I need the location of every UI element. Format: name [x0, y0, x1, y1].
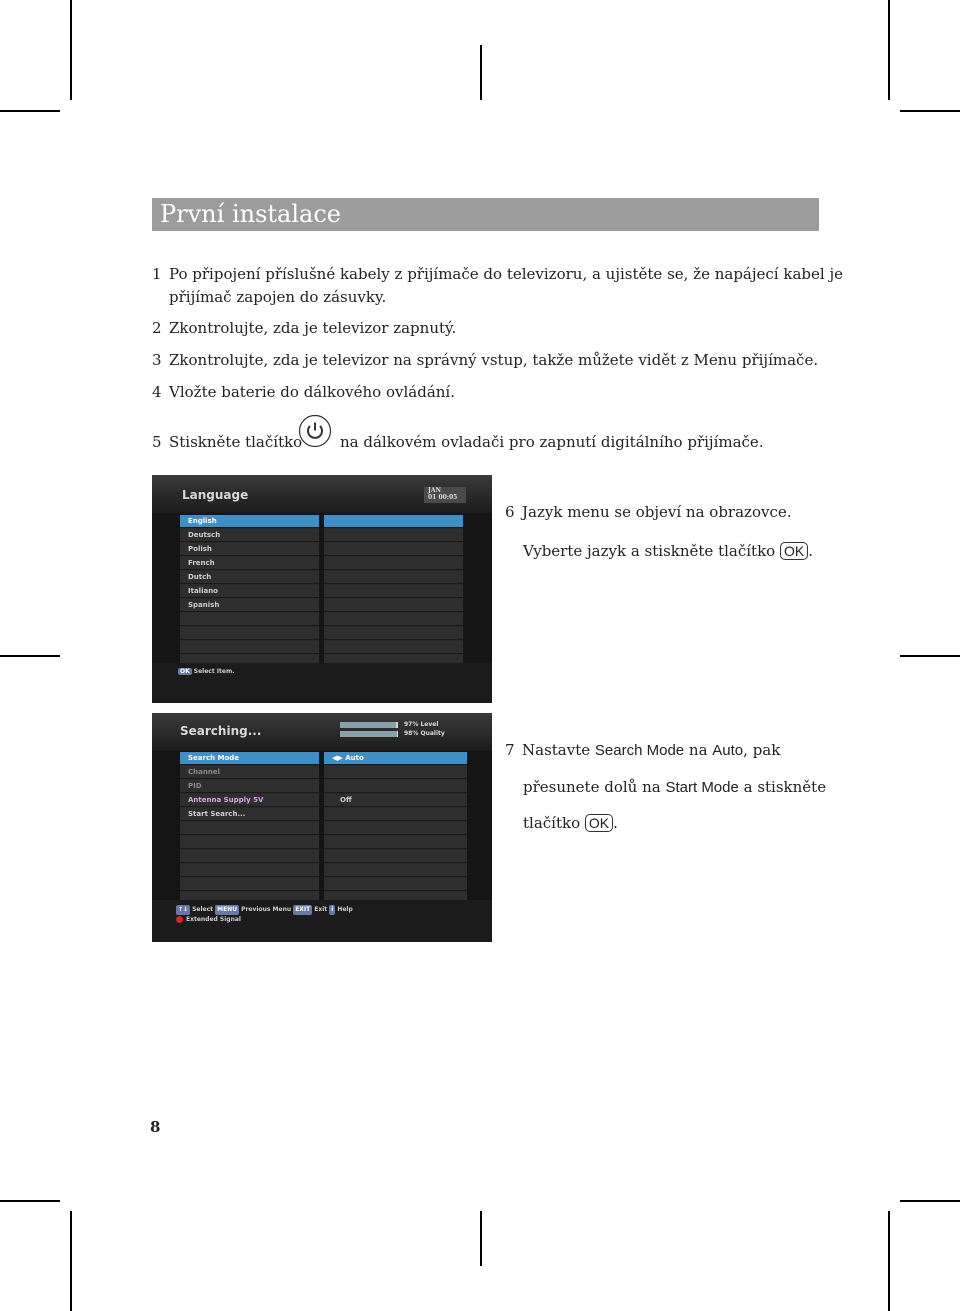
step-text: Vyberte jazyk a stiskněte tlačítko — [523, 542, 776, 560]
step-3 — [152, 349, 818, 371]
language-list — [180, 515, 319, 667]
arrows-icon: ◀▶ — [332, 754, 346, 762]
screen-title: Language — [182, 488, 249, 502]
footer-hint: Exit — [314, 906, 328, 913]
language-screen — [152, 475, 492, 703]
step-1-continued — [169, 286, 386, 308]
crop-mark — [0, 1200, 60, 1202]
list-item[interactable]: Antenna Supply 5V — [180, 794, 319, 807]
page-number: 8 — [150, 1118, 161, 1136]
list-item — [180, 822, 319, 835]
value-row — [324, 808, 467, 821]
level-bar-fill — [340, 722, 396, 728]
search-screen — [152, 713, 492, 942]
screen-footer — [152, 663, 492, 703]
level-bar — [340, 722, 398, 728]
list-item[interactable]: Italiano — [180, 585, 319, 598]
value-row — [324, 878, 467, 891]
step-setting-name: Search Mode — [594, 742, 685, 759]
step-6 — [505, 501, 792, 523]
step-text: , pak — [743, 741, 781, 759]
list-item[interactable]: PID — [180, 780, 319, 793]
step-text: na — [688, 741, 708, 759]
crop-mark — [0, 655, 60, 657]
list-item[interactable]: Dutch — [180, 571, 319, 584]
list-item — [180, 850, 319, 863]
list-item[interactable]: Polish — [180, 543, 319, 556]
value-row — [324, 641, 463, 654]
value-row — [324, 515, 463, 528]
list-item — [180, 864, 319, 877]
step-number: 7 — [505, 741, 515, 759]
list-item[interactable]: Search Mode — [180, 752, 319, 765]
step-4 — [152, 381, 455, 403]
search-values-panel — [324, 752, 467, 904]
crop-mark — [70, 0, 72, 100]
clock-display — [424, 487, 466, 503]
step-2 — [152, 317, 456, 339]
footer-hint: Previous Menu — [241, 906, 292, 913]
step-text: . — [808, 542, 813, 560]
value-row — [324, 822, 467, 835]
crop-mark — [888, 1211, 890, 1311]
value-row — [324, 585, 463, 598]
value-row — [324, 529, 463, 542]
value-panel — [324, 515, 463, 667]
quality-readout — [404, 730, 445, 737]
footer-hint: Help — [337, 906, 353, 913]
value-row — [324, 543, 463, 556]
list-item[interactable]: Channel — [180, 766, 319, 779]
value-row — [324, 766, 467, 779]
crop-mark — [900, 655, 960, 657]
list-item[interactable]: French — [180, 557, 319, 570]
arrow-keys-icon: ↑↓ — [178, 906, 189, 913]
crop-mark — [900, 1200, 960, 1202]
step-5 — [152, 431, 302, 453]
step-text: Nastavte — [522, 741, 591, 759]
value-row[interactable] — [324, 752, 467, 765]
level-percent: 97% — [404, 721, 419, 728]
value-row — [324, 780, 467, 793]
menu-key-icon: MENU — [217, 906, 238, 913]
step-7 — [505, 739, 780, 762]
step-number: 1 — [152, 265, 162, 283]
step-text: přijímač zapojen do zásuvky. — [169, 288, 387, 306]
step-setting-value: Auto — [712, 742, 744, 759]
red-key-icon — [176, 916, 183, 923]
step-text: Zkontrolujte, zda je televizor na správný vstup, takže můžete vidět z Menu přijímače. — [169, 351, 819, 369]
step-number: 5 — [152, 433, 162, 451]
value-row — [324, 613, 463, 626]
page-title: První instalace — [160, 200, 341, 228]
step-text: a stiskněte — [743, 778, 827, 796]
value-row — [324, 836, 467, 849]
step-text: Zkontrolujte, zda je televizor zapnutý. — [169, 319, 457, 337]
quality-percent: 98% — [404, 730, 419, 737]
level-label: Level — [420, 721, 439, 728]
step-7-continued — [523, 776, 826, 799]
list-item — [180, 641, 319, 654]
list-item[interactable]: Deutsch — [180, 529, 319, 542]
step-setting-name: Start Mode — [665, 779, 739, 796]
screen-footer — [152, 900, 492, 942]
level-readout — [404, 721, 438, 728]
step-text: Jazyk menu se objeví na obrazovce. — [522, 503, 792, 521]
crop-mark — [480, 45, 482, 100]
step-text: Vložte baterie do dálkového ovládání. — [169, 383, 455, 401]
value-row — [324, 571, 463, 584]
step-text: tlačítko — [523, 814, 581, 832]
value-row — [324, 850, 467, 863]
crop-mark — [888, 0, 890, 100]
quality-label: Quality — [420, 730, 445, 737]
crop-mark — [0, 110, 60, 112]
screen-title: Searching... — [180, 724, 262, 738]
list-item — [180, 613, 319, 626]
value-row[interactable]: Off — [324, 794, 467, 807]
value-row — [324, 599, 463, 612]
footer-hint: Select Item. — [193, 668, 235, 675]
value-row — [324, 627, 463, 640]
search-mode-value: Auto — [345, 754, 364, 762]
info-key-icon: i — [331, 906, 334, 913]
power-icon — [298, 414, 332, 448]
list-item[interactable]: Start Search... — [180, 808, 319, 821]
step-number: 4 — [152, 383, 162, 401]
step-text: na dálkovém ovladači pro zapnutí digitálního přijímače. — [340, 433, 764, 451]
crop-mark — [900, 110, 960, 112]
list-item — [180, 627, 319, 640]
step-6-continued — [523, 540, 813, 562]
step-1 — [152, 263, 843, 285]
footer-hint: Extended Signal — [186, 916, 241, 923]
list-item — [180, 836, 319, 849]
search-settings-list — [180, 752, 319, 904]
step-text: Stiskněte tlačítko — [169, 433, 303, 451]
step-number: 2 — [152, 319, 162, 337]
crop-mark — [480, 1211, 482, 1266]
ok-key-icon: OK — [780, 542, 808, 560]
footer-hint: Select — [192, 906, 214, 913]
quality-bar-fill — [340, 731, 397, 737]
step-text: . — [613, 814, 618, 832]
value-row — [324, 557, 463, 570]
ok-key-icon: OK — [180, 668, 190, 675]
step-number: 6 — [505, 503, 515, 521]
ok-key-icon: OK — [585, 814, 613, 832]
section-title-bar — [152, 198, 819, 231]
list-item[interactable]: Spanish — [180, 599, 319, 612]
exit-key-icon: EXIT — [295, 906, 311, 913]
step-text: Po připojení příslušné kabely z přijímače do televizoru, a ujistěte se, že napájecí kabel je — [169, 265, 843, 283]
list-item — [180, 878, 319, 891]
step-5-continued — [340, 431, 764, 453]
list-item[interactable]: English — [180, 515, 319, 528]
step-7-continued — [523, 812, 618, 834]
step-number: 3 — [152, 351, 162, 369]
clock-month: JAN — [428, 487, 441, 494]
quality-bar — [340, 731, 398, 737]
value-row — [324, 864, 467, 877]
crop-mark — [70, 1211, 72, 1311]
clock-time: 01 00:05 — [428, 494, 458, 501]
step-text: přesunete dolů na — [523, 778, 661, 796]
